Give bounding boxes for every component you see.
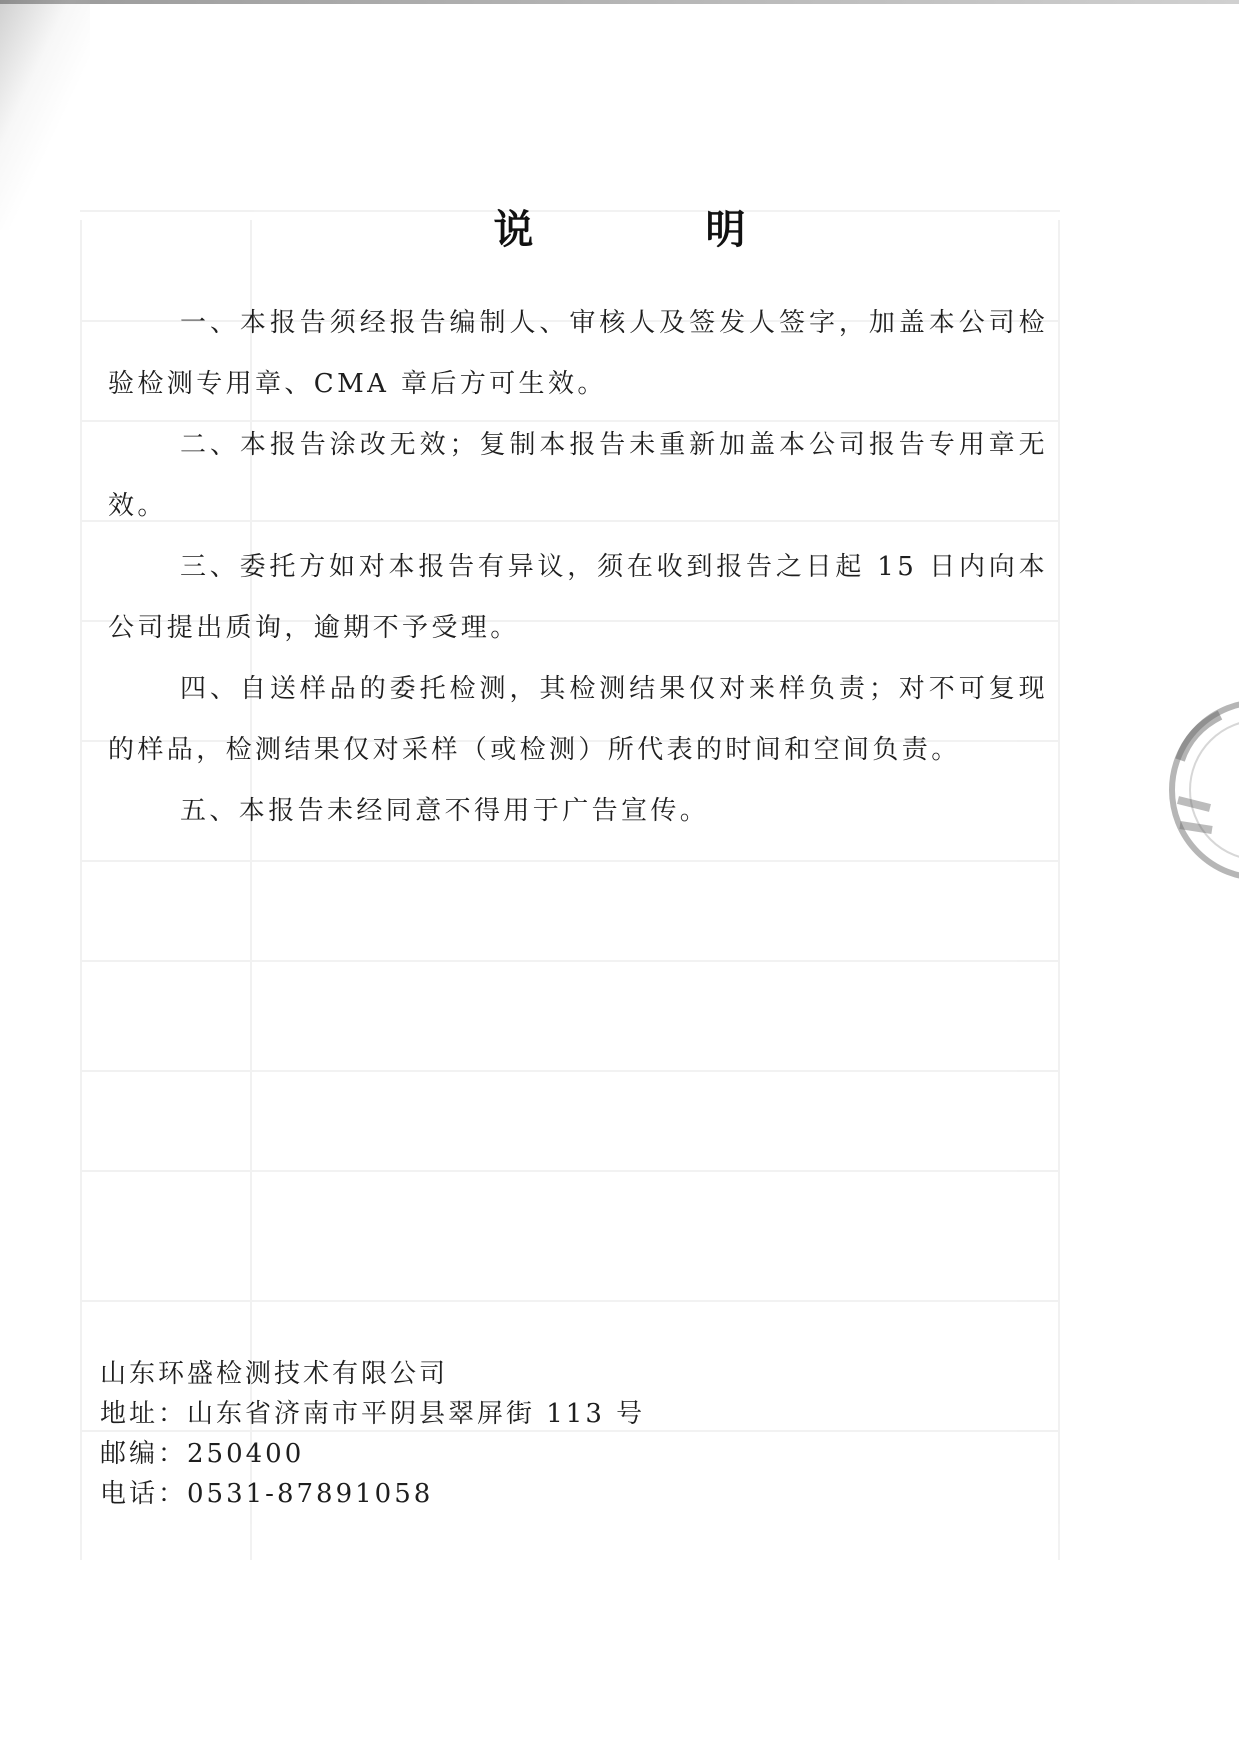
- clause-5: 五、本报告未经同意不得用于广告宣传。: [180, 796, 710, 826]
- company-name: 山东环盛检测技术有限公司: [100, 1359, 449, 1389]
- company-postcode: 邮编：250400: [100, 1439, 305, 1469]
- notes-body: [108, 293, 1048, 842]
- company-address: 地址：山东省济南市平阴县翠屏街 113 号: [100, 1399, 646, 1429]
- scan-edge-shadow: [0, 0, 90, 230]
- clause-3: 三、委托方如对本报告有异议，须在收到报告之日起 15 日内向本公司提出质询，逾期不予受理。: [108, 552, 1048, 643]
- company-info: [100, 1354, 645, 1514]
- scan-top-edge: [0, 0, 1239, 4]
- company-seal-partial: [1150, 690, 1239, 890]
- clause-2: 二、本报告涂改无效；复制本报告未重新加盖本公司报告专用章无效。: [108, 430, 1048, 521]
- company-phone: 电话：0531-87891058: [100, 1479, 434, 1509]
- clause-4: 四、自送样品的委托检测，其检测结果仅对来样负责；对不可复现的样品，检测结果仅对采样（或检测）所代表的时间和空间负责。: [108, 674, 1048, 765]
- clause-1: 一、本报告须经报告编制人、审核人及签发人签字，加盖本公司检验检测专用章、CMA 章后方可生效。: [108, 308, 1048, 399]
- page-title: 说 明: [493, 206, 812, 253]
